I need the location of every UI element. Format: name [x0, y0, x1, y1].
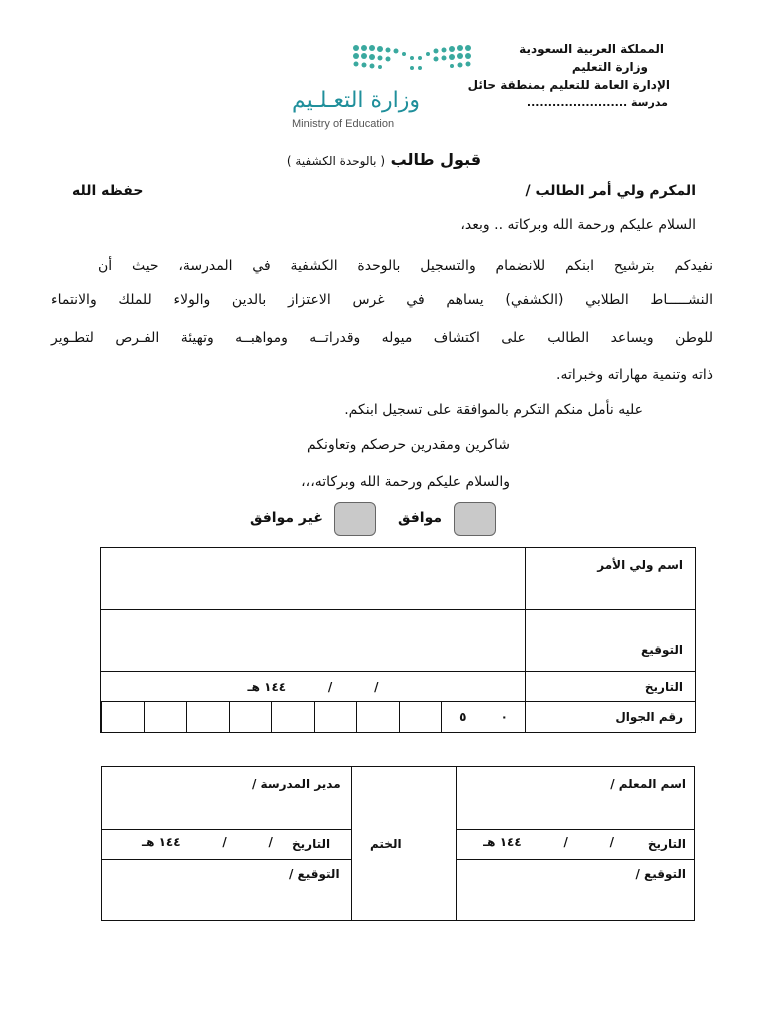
phone-digit[interactable]	[271, 702, 314, 732]
greeting-line: السلام عليكم ورحمة الله وبركاته .. وبعد،	[460, 217, 696, 233]
guardian-name-field[interactable]	[101, 548, 526, 610]
principal-date-label: التاريخ	[292, 837, 331, 851]
phone-digit[interactable]	[399, 702, 442, 732]
teacher-date-value[interactable]: / / ١٤٤ هـ	[483, 835, 614, 849]
guardian-phone-label: رقم الجوال	[526, 702, 696, 733]
guardian-table	[100, 547, 696, 733]
agree-checkbox[interactable]	[454, 502, 496, 536]
teacher-signature-label: التوقيع /	[635, 867, 686, 881]
paragraph-line-4: ذاته وتنمية مهاراته وخبراته.	[556, 367, 713, 383]
logo-english-text: Ministry of Education	[292, 118, 395, 130]
thanks-line: شاكرين ومقدرين حرصكم وتعاونكم	[307, 437, 510, 453]
paragraph-line-2: النشـــــاط الطلابي (الكشفي) يساهم في غرس الاعتزاز بالدين والولاء للملك والانتماء	[51, 292, 713, 308]
guardian-signature-field[interactable]	[101, 610, 526, 672]
paragraph-line-3: للوطن ويساعد الطالب على اكتشاف ميوله وقدراتــه ومواهبــه وتهيئة الفـرص لتطـوير	[51, 330, 713, 346]
phone-digit[interactable]	[229, 702, 272, 732]
disagree-label: غير موافق	[250, 510, 323, 526]
phone-digit[interactable]	[144, 702, 187, 732]
staff-divider-left	[351, 767, 352, 920]
title-paren: ( بالوحدة الكشفية )	[286, 154, 385, 168]
guardian-date-field[interactable]	[101, 672, 526, 702]
principal-date-value[interactable]: / / ١٤٤ هـ	[142, 835, 273, 849]
staff-table	[101, 766, 695, 921]
principal-name-label: مدير المدرسة /	[252, 777, 341, 791]
school-text: مدرسة ........................	[526, 96, 668, 109]
staff-row-line-3	[456, 829, 694, 830]
ministry-logo	[288, 40, 478, 135]
guardian-phone-field[interactable]	[101, 702, 526, 733]
phone-digit[interactable]: ٠	[500, 710, 508, 724]
staff-divider-right	[456, 767, 457, 920]
recipient-line: المكرم ولي أمر الطالب /	[525, 183, 696, 199]
phone-digit[interactable]	[101, 702, 144, 732]
staff-row-line-2	[102, 859, 351, 860]
page-title	[0, 150, 768, 169]
ministry-text: وزارة التعليم	[571, 60, 648, 74]
phone-digit[interactable]	[314, 702, 357, 732]
agree-label: موافق	[398, 510, 443, 526]
principal-signature-label: التوقيع /	[289, 867, 340, 881]
paragraph-line-1: نفيدكم بترشيح ابنكم للانضمام والتسجيل بالوحدة الكشفية في المدرسة، حيث أن	[98, 258, 713, 274]
teacher-name-label: اسم المعلم /	[610, 777, 686, 791]
guardian-name-label: اسم ولي الأمر	[526, 548, 696, 610]
disagree-checkbox[interactable]	[334, 502, 376, 536]
guardian-date-label: التاريخ	[526, 672, 696, 702]
request-line: عليه نأمل منكم التكرم بالموافقة على تسجيل ابنكم.	[344, 402, 643, 418]
title-main: قبول طالب	[390, 150, 482, 169]
phone-digit[interactable]	[186, 702, 229, 732]
kingdom-text: المملكة العربية السعودية	[519, 42, 664, 56]
teacher-date-label: التاريخ	[647, 837, 686, 851]
staff-row-line-4	[456, 859, 694, 860]
logo-dots-icon	[348, 40, 478, 80]
guardian-date-value: / / ١٤٤ هـ	[247, 679, 379, 694]
phone-digit[interactable]: ٥	[441, 702, 484, 732]
staff-row-line-1	[102, 829, 351, 830]
stamp-label: الختم	[370, 837, 402, 851]
phone-digit[interactable]	[356, 702, 399, 732]
closing-line: والسلام عليكم ورحمة الله وبركاته،،،	[301, 474, 510, 490]
phone-digit-row	[101, 702, 525, 732]
logo-arabic-text: وزارة التعـلـيم	[291, 88, 421, 113]
blessing-text: حفظه الله	[72, 183, 144, 199]
guardian-signature-label: التوقيع	[526, 610, 696, 672]
admin-text: الإدارة العامة للتعليم بمنطقة حائل	[467, 78, 670, 92]
